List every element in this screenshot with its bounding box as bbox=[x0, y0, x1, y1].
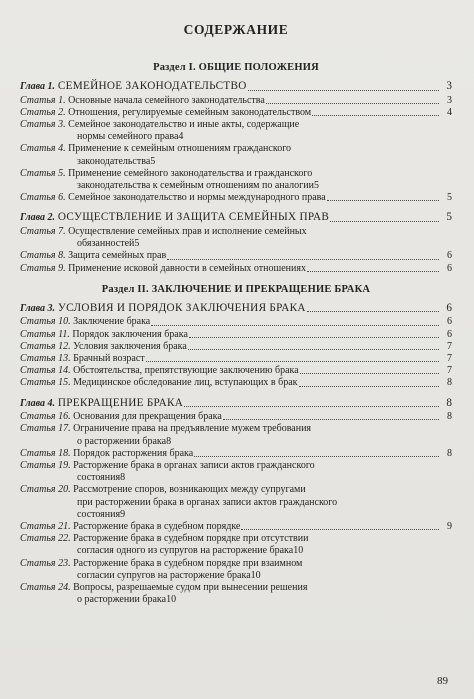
article-label: Статья 7. bbox=[20, 226, 66, 238]
article-title: Применение к семейным отношениям гражданского bbox=[68, 143, 292, 155]
dot-leader bbox=[241, 529, 439, 530]
article-label: Статья 14. bbox=[20, 365, 71, 377]
page-ref: 8 bbox=[447, 447, 452, 459]
article-title: Расторжение брака в судебном порядке при взаимном bbox=[73, 557, 303, 569]
article-entry[interactable] bbox=[20, 250, 452, 262]
article-label: Статья 19. bbox=[20, 460, 71, 472]
article-entry[interactable] bbox=[20, 582, 452, 606]
page-ref: 10 bbox=[166, 594, 177, 606]
dot-leader bbox=[307, 271, 439, 272]
page-ref: 4 bbox=[178, 131, 184, 143]
article-label: Статья 4. bbox=[20, 143, 66, 155]
article-entry[interactable] bbox=[20, 329, 452, 341]
article-title: Ограничение права на предъявление мужем требования bbox=[73, 423, 312, 435]
dot-leader bbox=[146, 361, 439, 362]
page-ref: 6 bbox=[447, 328, 452, 340]
page-ref: 10 bbox=[250, 569, 261, 581]
article-title: Порядок расторжения брака bbox=[73, 447, 194, 459]
article-entry[interactable] bbox=[20, 353, 452, 365]
article-label: Статья 18. bbox=[20, 447, 71, 459]
article-title: Основные начала семейного законодательства bbox=[68, 94, 265, 106]
article-title: Семейное законодательство и нормы международного права bbox=[68, 192, 326, 204]
article-entry[interactable] bbox=[20, 263, 452, 275]
article-entry[interactable] bbox=[20, 341, 452, 353]
article-entry[interactable] bbox=[20, 423, 452, 447]
article-entry[interactable] bbox=[20, 484, 452, 521]
article-title: Применение исковой давности в семейных отношениях bbox=[68, 262, 306, 274]
dot-leader bbox=[189, 337, 439, 338]
article-title: Брачный возраст bbox=[73, 353, 145, 365]
chapter-title: УСЛОВИЯ И ПОРЯДОК ЗАКЛЮЧЕНИЯ БРАКА bbox=[57, 301, 306, 314]
page-ref: 8 bbox=[120, 472, 126, 484]
article-entry[interactable] bbox=[20, 226, 452, 250]
dot-leader bbox=[248, 90, 439, 91]
page-ref: 8 bbox=[447, 377, 452, 389]
article-title: Семейное законодательство и иные акты, содержащие bbox=[68, 119, 300, 130]
article-label: Статья 23. bbox=[20, 557, 71, 569]
page-ref: 3 bbox=[446, 80, 452, 92]
article-label: Статья 5. bbox=[20, 167, 66, 179]
chapter-entry[interactable] bbox=[20, 80, 452, 94]
article-entry[interactable] bbox=[20, 168, 452, 192]
article-entry[interactable] bbox=[20, 316, 452, 328]
page-ref: 6 bbox=[447, 316, 452, 328]
page-ref: 6 bbox=[447, 250, 452, 262]
article-entry[interactable] bbox=[20, 365, 452, 377]
chapter-block bbox=[20, 211, 452, 274]
dot-leader bbox=[312, 115, 439, 116]
article-entry[interactable] bbox=[20, 192, 452, 204]
article-entry[interactable] bbox=[20, 460, 452, 484]
chapter-title: ОСУЩЕСТВЛЕНИЕ И ЗАЩИТА СЕМЕЙНЫХ ПРАВ bbox=[57, 211, 330, 224]
dot-leader bbox=[167, 259, 439, 260]
table-of-contents bbox=[20, 62, 452, 606]
page-ref: 4 bbox=[447, 106, 452, 118]
article-title: Осуществление семейных прав и исполнение семейных bbox=[68, 226, 307, 238]
article-label: Статья 2. bbox=[20, 106, 66, 118]
chapter-block bbox=[20, 302, 452, 390]
article-label: Статья 24. bbox=[20, 582, 71, 594]
page-ref: 5 bbox=[446, 211, 452, 224]
article-label: Статья 16. bbox=[20, 411, 71, 423]
article-title: Расторжение брака в органах записи актов гражданского bbox=[73, 460, 315, 472]
page-ref: 6 bbox=[446, 301, 452, 314]
page-ref: 5 bbox=[150, 155, 156, 167]
article-label: Статья 1. bbox=[20, 94, 66, 106]
page-title: СОДЕРЖАНИЕ bbox=[183, 22, 289, 37]
page-ref: 9 bbox=[120, 508, 126, 520]
article-label: Статья 3. bbox=[20, 119, 66, 130]
section-heading: Раздел I. ОБЩИЕ ПОЛОЖЕНИЯ bbox=[153, 62, 319, 73]
article-title-cont: согласии супругов на расторжение брака bbox=[77, 569, 251, 581]
page-ref: 5 bbox=[447, 192, 452, 204]
article-label: Статья 6. bbox=[20, 192, 66, 204]
article-title: Расторжение брака в судебном порядке bbox=[73, 521, 241, 533]
chapter-block bbox=[20, 80, 452, 204]
article-entry[interactable] bbox=[20, 533, 452, 557]
article-title-cont: нормы семейного права bbox=[77, 131, 179, 143]
article-title: Основания для прекращения брака bbox=[73, 411, 222, 423]
article-title-cont: согласия одного из супругов на расторжение брака bbox=[77, 545, 294, 557]
article-entry[interactable] bbox=[20, 411, 452, 423]
article-title: Порядок заключения брака bbox=[72, 328, 188, 340]
article-title-cont: о расторжении брака bbox=[77, 435, 167, 447]
article-title-cont: при расторжении брака в органах записи актов гражданского bbox=[77, 496, 338, 508]
article-title: Защита семейных прав bbox=[68, 250, 167, 262]
article-label: Статья 17. bbox=[20, 423, 71, 435]
article-entry[interactable] bbox=[20, 107, 452, 119]
page-number: 89 bbox=[437, 675, 448, 687]
chapter-block bbox=[20, 397, 452, 607]
article-label: Статья 13. bbox=[20, 353, 71, 365]
article-entry[interactable] bbox=[20, 448, 452, 460]
article-title: Обстоятельства, препятствующие заключению брака bbox=[73, 365, 299, 377]
dot-leader bbox=[223, 419, 439, 420]
page-ref: 5 bbox=[134, 238, 140, 250]
article-title-cont: законодательства к семейным отношениям по аналогии bbox=[77, 180, 314, 192]
article-label: Статья 8. bbox=[20, 250, 66, 262]
article-entry[interactable] bbox=[20, 521, 452, 533]
chapter-entry[interactable] bbox=[20, 302, 452, 316]
article-label: Статья 22. bbox=[20, 533, 71, 545]
article-title: Применение семейного законодательства и гражданского bbox=[68, 167, 313, 179]
article-label: Статья 10. bbox=[20, 316, 71, 328]
dot-leader bbox=[307, 311, 439, 312]
article-title: Вопросы, разрешаемые судом при вынесении решения bbox=[73, 582, 308, 594]
chapter-label: Глава 3. bbox=[20, 302, 56, 314]
article-title: Условия заключения брака bbox=[73, 340, 187, 352]
article-title: Расторжение брака в судебном порядке при отсутствии bbox=[73, 533, 309, 545]
page-ref: 8 bbox=[446, 396, 452, 409]
article-title-cont: о расторжении брака bbox=[77, 594, 167, 606]
article-entry[interactable] bbox=[20, 143, 452, 167]
dot-leader bbox=[151, 325, 439, 326]
page-ref: 9 bbox=[447, 521, 452, 533]
page-ref: 7 bbox=[447, 353, 452, 365]
dot-leader bbox=[188, 349, 439, 350]
article-title-cont: состояния bbox=[77, 472, 121, 484]
page-ref: 3 bbox=[447, 94, 452, 106]
page-ref: 8 bbox=[447, 411, 452, 423]
article-label: Статья 12. bbox=[20, 340, 71, 352]
article-title-cont: состояния bbox=[77, 508, 121, 520]
page-ref: 8 bbox=[166, 435, 172, 447]
dot-leader bbox=[266, 103, 439, 104]
article-label: Статья 20. bbox=[20, 484, 71, 496]
article-label: Статья 11. bbox=[20, 328, 70, 340]
article-title: Отношения, регулируемые семейным законодательством bbox=[68, 106, 312, 118]
article-title: Заключение брака bbox=[73, 316, 151, 328]
article-label: Статья 15. bbox=[20, 377, 71, 389]
page-ref: 7 bbox=[447, 340, 452, 352]
chapter-entry[interactable] bbox=[20, 397, 452, 411]
dot-leader bbox=[184, 406, 439, 407]
dot-leader bbox=[327, 200, 439, 201]
dot-leader bbox=[299, 386, 439, 387]
chapter-label: Глава 4. bbox=[20, 397, 56, 409]
page-ref: 5 bbox=[313, 180, 319, 192]
chapter-title: СЕМЕЙНОЕ ЗАКОНОДАТЕЛЬСТВО bbox=[57, 80, 247, 92]
page-ref: 6 bbox=[447, 262, 452, 274]
article-title: Медицинское обследование лиц, вступающих в брак bbox=[73, 377, 298, 389]
page-ref: 10 bbox=[293, 545, 304, 557]
article-entry[interactable] bbox=[20, 558, 452, 582]
chapter-label: Глава 1. bbox=[20, 81, 56, 92]
article-label: Статья 9. bbox=[20, 262, 66, 274]
article-title-cont: обязанностей bbox=[77, 238, 135, 250]
chapter-title: ПРЕКРАЩЕНИЕ БРАКА bbox=[57, 396, 184, 409]
article-label: Статья 21. bbox=[20, 521, 71, 533]
section-heading: Раздел II. ЗАКЛЮЧЕНИЕ И ПРЕКРАЩЕНИЕ БРАКА bbox=[101, 283, 371, 295]
chapter-label: Глава 2. bbox=[20, 212, 56, 224]
dot-leader bbox=[300, 373, 439, 374]
dot-leader bbox=[330, 221, 439, 222]
article-entry[interactable] bbox=[20, 95, 452, 107]
dot-leader bbox=[194, 456, 439, 457]
chapter-entry[interactable] bbox=[20, 211, 452, 225]
article-title: Рассмотрение споров, возникающих между супругами bbox=[73, 484, 306, 496]
article-entry[interactable] bbox=[20, 119, 452, 143]
article-entry[interactable] bbox=[20, 377, 452, 389]
article-title-cont: законодательства bbox=[77, 155, 151, 167]
page-ref: 7 bbox=[447, 365, 452, 377]
